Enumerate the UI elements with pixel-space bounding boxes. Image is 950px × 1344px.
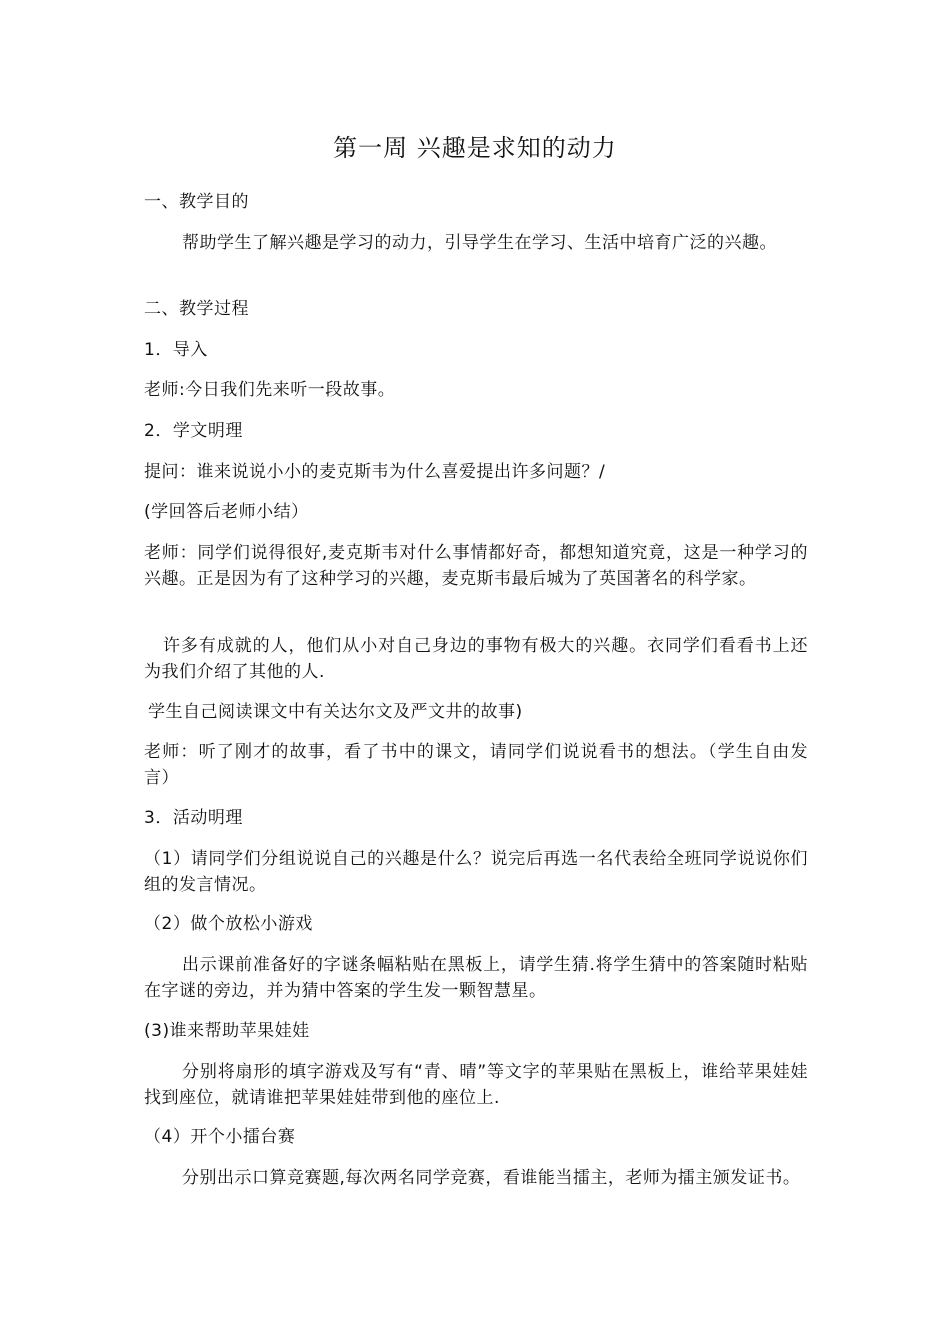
activity-3-description: 分别将扇形的填字游戏及写有“青、晴”等文字的苹果贴在黑板上，谁给苹果娃娃找到座位，就请谁把苹果娃娃带到他的座位上. [144, 1062, 808, 1108]
step-heading-activities: 3．活动明理 [144, 808, 243, 828]
activity-1: （1）请同学们分组说说自己的兴趣是什么？说完后再选一名代表给全班同学说说你们组的发言情况。 [144, 849, 808, 895]
activity-2-description: 出示课前准备好的字谜条幅粘贴在黑板上，请学生猜.将学生猜中的答案随时粘贴在字谜的旁边，并为猜中答案的学生发一颗智慧星。 [144, 955, 808, 1001]
step-heading-study: 2．学文明理 [144, 421, 243, 441]
activity-4-description: 分别出示口算竞赛题,每次两名同学竞赛，看谁能当擂主，老师为擂主颁发证书。 [182, 1168, 801, 1188]
paragraph-achievers: 许多有成就的人，他们从小对自己身边的事物有极大的兴趣。衣同学们看看书上还为我们介绍了其他的人. [144, 636, 808, 682]
section-heading-objectives: 一、教学目的 [144, 192, 249, 212]
paragraph-objectives: 帮助学生了解兴趣是学习的动力，引导学生在学习、生活中培育广泛的兴趣。 [182, 233, 777, 253]
paragraph-student-answer: (学回答后老师小结） [144, 502, 309, 522]
activity-3-heading: (3)谁来帮助苹果娃娃 [144, 1021, 310, 1041]
paragraph-teacher-summary: 老师：同学们说得很好,麦克斯韦对什么事情都好奇，都想知道究竟，这是一种学习的兴趣。正是因为有了这种学习的兴趣，麦克斯韦最后城为了英国著名的科学家。 [144, 543, 808, 589]
activity-4-heading: （4）开个小擂台赛 [144, 1127, 296, 1147]
section-heading-process: 二、教学过程 [144, 299, 249, 319]
paragraph-teacher-discussion: 老师：听了刚才的故事，看了书中的课文，请同学们说说看书的想法。（学生自由发言） [144, 742, 808, 788]
step-heading-intro: 1．导入 [144, 340, 208, 360]
paragraph-question: 提问：谁来说说小小的麦克斯韦为什么喜爱提出许多问题？/ [144, 462, 606, 482]
paragraph-teacher-story: 老师:今日我们先来听一段故事。 [144, 380, 396, 400]
paragraph-reading: 学生自己阅读课文中有关达尔文及严文井的故事) [148, 702, 523, 722]
activity-2-heading: （2）做个放松小游戏 [144, 914, 313, 934]
document-title: 第一周 兴趣是求知的动力 [333, 134, 617, 162]
